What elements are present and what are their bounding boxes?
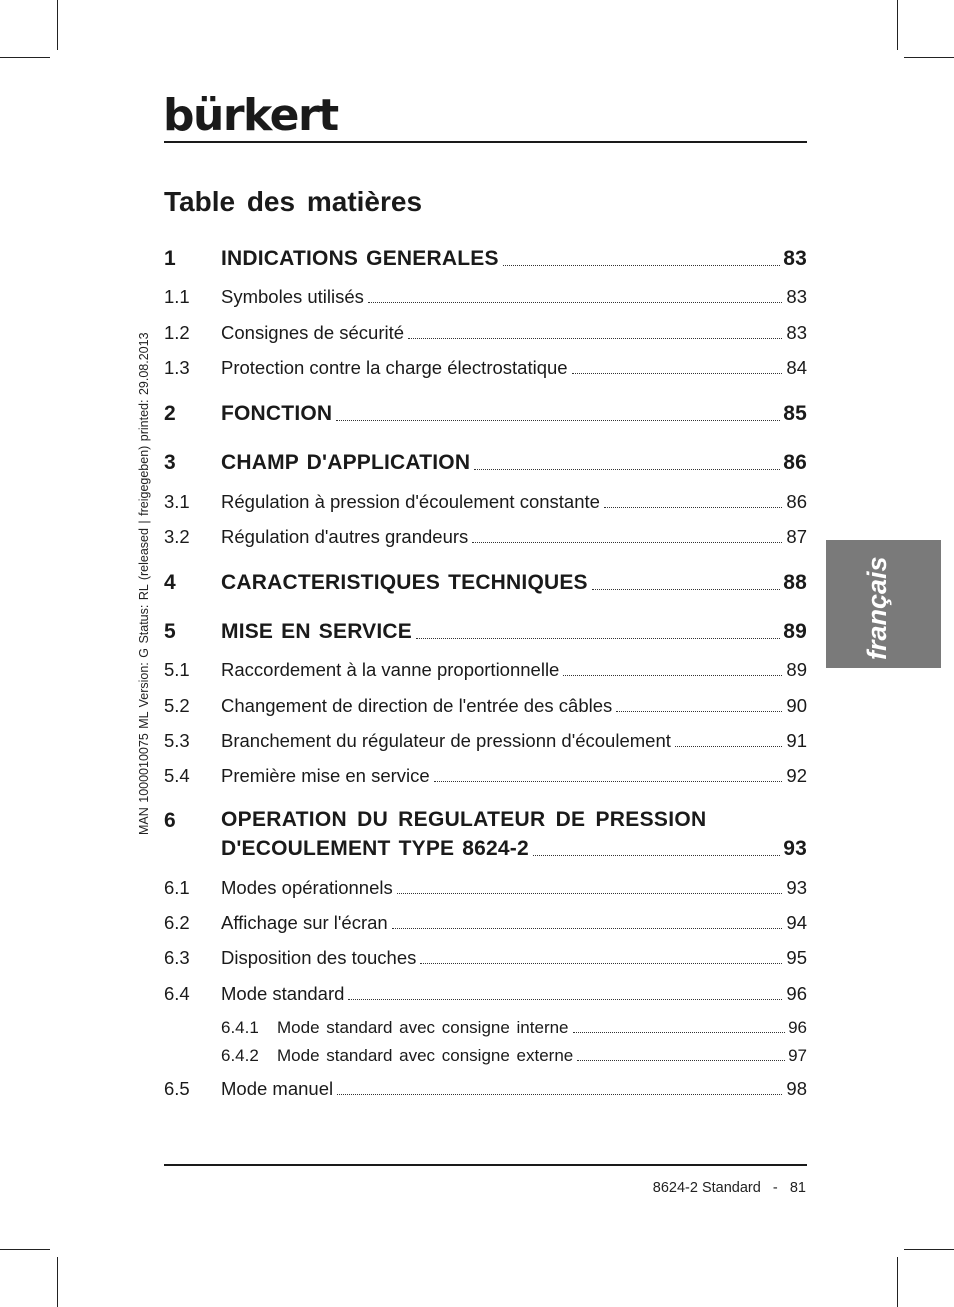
toc-entry-page: 84 — [786, 357, 807, 378]
toc-entry-page: 97 — [788, 1046, 807, 1065]
dot-leader — [472, 542, 782, 543]
dot-leader — [675, 746, 782, 747]
toc-entry-title: Mode standard avec consigne externe — [277, 1046, 574, 1065]
toc-entry-title: Branchement du régulateur de pressionn d'écoulement — [221, 730, 671, 751]
dot-leader — [368, 302, 782, 303]
dot-leader — [604, 507, 782, 508]
crop-mark — [57, 1257, 58, 1307]
toc-entry-page: 94 — [786, 912, 807, 933]
dot-leader — [392, 928, 782, 929]
dot-leader — [572, 373, 782, 374]
dot-leader — [474, 469, 780, 470]
dot-leader — [348, 999, 782, 1000]
dot-leader — [616, 711, 782, 712]
toc-entry-title: Mode standard avec consigne interne — [277, 1018, 569, 1037]
toc-entry[interactable] — [164, 282, 807, 308]
toc-entry[interactable] — [164, 943, 807, 969]
footer-separator: - — [772, 1180, 778, 1196]
toc-entry[interactable] — [164, 245, 807, 271]
toc-entry-page: 96 — [786, 983, 807, 1004]
toc-entry-title: Régulation d'autres grandeurs — [221, 526, 469, 547]
toc-entry[interactable] — [164, 618, 807, 644]
toc-entry-number: 6.3 — [164, 947, 190, 968]
dot-leader — [503, 265, 780, 266]
toc-entry[interactable] — [164, 487, 807, 513]
toc-entry-number: 5.3 — [164, 730, 190, 751]
brand-logo: bürkert — [163, 90, 338, 141]
toc-entry-title: Régulation à pression d'écoulement constante — [221, 491, 600, 512]
toc-entry[interactable] — [164, 835, 807, 861]
toc-entry-number: 1.3 — [164, 357, 190, 378]
toc-entry[interactable] — [164, 726, 807, 752]
toc-entry[interactable] — [164, 979, 807, 1005]
dot-leader — [434, 781, 782, 782]
toc-entry[interactable] — [164, 449, 807, 475]
toc-entry-page: 89 — [786, 659, 807, 680]
toc-entry-title: MISE EN SERVICE — [221, 620, 412, 643]
toc-entry-number: 5.1 — [164, 659, 190, 680]
toc-entry-page: 86 — [786, 491, 807, 512]
dot-leader — [336, 420, 780, 421]
toc-entry-title: Affichage sur l'écran — [221, 912, 388, 933]
toc-entry[interactable] — [164, 353, 807, 379]
toc-entry-number: 5.4 — [164, 765, 190, 786]
dot-leader — [408, 338, 782, 339]
toc-entry-title: Mode standard — [221, 983, 345, 1004]
toc-entry-page: 98 — [786, 1078, 807, 1099]
toc-entry-title: Changement de direction de l'entrée des câbles — [221, 695, 613, 716]
crop-mark — [897, 0, 898, 50]
toc-entry[interactable] — [164, 318, 807, 344]
dot-leader — [573, 1032, 786, 1033]
toc-entry-page: 89 — [783, 620, 807, 643]
toc-entry-number: 3.1 — [164, 491, 190, 512]
page-title: Table des matières — [164, 186, 423, 217]
toc-entry-title: Modes opérationnels — [221, 877, 393, 898]
toc-entry-page: 86 — [783, 451, 807, 474]
toc-entry-number: 6.4 — [164, 983, 190, 1004]
footer-rule — [164, 1164, 807, 1166]
toc-entry[interactable] — [164, 400, 807, 426]
toc-entry[interactable] — [164, 761, 807, 787]
crop-mark — [0, 57, 50, 58]
toc-entry-number: 6.4.1 — [221, 1018, 259, 1037]
toc-entry-number: 1.1 — [164, 286, 190, 307]
toc-entry-page: 91 — [786, 730, 807, 751]
toc-entry-title: D'ECOULEMENT TYPE 8624-2 — [221, 837, 529, 860]
toc-entry-page: 92 — [786, 765, 807, 786]
toc-entry[interactable] — [164, 809, 807, 835]
toc-entry-title: Raccordement à la vanne proportionnelle — [221, 659, 560, 680]
toc-entry[interactable] — [164, 908, 807, 934]
toc-entry-number: 3.2 — [164, 526, 190, 547]
toc-entry-page: 95 — [786, 947, 807, 968]
toc-entry-number: 1.2 — [164, 322, 190, 343]
toc-entry-number: 2 — [164, 402, 176, 425]
toc-entry[interactable] — [164, 655, 807, 681]
toc-entry-number: 3 — [164, 451, 176, 474]
dot-leader — [592, 589, 780, 590]
toc-entry-page: 83 — [786, 286, 807, 307]
toc-entry-number: 6.2 — [164, 912, 190, 933]
dot-leader — [533, 855, 780, 856]
dot-leader — [577, 1060, 785, 1061]
dot-leader — [397, 893, 782, 894]
toc-entry[interactable] — [164, 873, 807, 899]
toc-entry-page: 93 — [783, 837, 807, 860]
crop-mark — [57, 0, 58, 50]
toc-entry-page: 85 — [783, 402, 807, 425]
toc-entry-page: 83 — [786, 322, 807, 343]
header-rule — [164, 141, 807, 143]
toc-entry-title: CHAMP D'APPLICATION — [221, 451, 471, 474]
toc-entry-title: Première mise en service — [221, 765, 430, 786]
toc-entry-number: 4 — [164, 571, 176, 594]
dot-leader — [563, 675, 782, 676]
toc-entry-title: Consignes de sécurité — [221, 322, 405, 343]
toc-entry-title: FONCTION — [221, 402, 333, 425]
page-footer — [653, 1180, 806, 1196]
crop-mark — [0, 1249, 50, 1250]
crop-mark — [904, 1249, 954, 1250]
crop-mark — [904, 57, 954, 58]
toc-entry-number: 6.1 — [164, 877, 190, 898]
toc-entry-number: 5 — [164, 620, 176, 643]
toc-entry-title: CARACTERISTIQUES TECHNIQUES — [221, 571, 588, 594]
footer-doc-name: 8624-2 Standard — [652, 1180, 761, 1196]
footer-page-number: 81 — [789, 1180, 806, 1196]
dot-leader — [420, 963, 782, 964]
toc-entry-number: 6 — [164, 809, 176, 832]
toc-entry-number: 6.5 — [164, 1078, 190, 1099]
toc-entry[interactable] — [164, 1074, 807, 1100]
dot-leader — [416, 638, 780, 639]
toc-entry[interactable] — [164, 691, 807, 717]
dot-leader — [337, 1094, 782, 1095]
toc-entry-title-line1[interactable]: OPERATION DU REGULATEUR DE PRESSION — [221, 808, 707, 831]
toc-entry[interactable] — [164, 1040, 807, 1066]
document-status-note: MAN 1000010075 ML Version: G Status: RL (released | freigegeben) printed: 29.08.2013 — [137, 332, 151, 835]
toc-entry-title: Protection contre la charge électrostatique — [221, 357, 568, 378]
crop-mark — [897, 1257, 898, 1307]
toc-entry-title: Disposition des touches — [221, 947, 417, 968]
toc-entry-title: Symboles utilisés — [221, 286, 364, 307]
toc-entry-title: INDICATIONS GENERALES — [221, 247, 499, 270]
toc-entry[interactable] — [164, 569, 807, 595]
toc-entry-page: 83 — [783, 247, 807, 270]
toc-entry[interactable] — [164, 522, 807, 548]
toc-entry-title: Mode manuel — [221, 1078, 334, 1099]
toc-entry-number: 6.4.2 — [221, 1046, 259, 1065]
toc-entry-page: 87 — [786, 526, 807, 547]
language-tab-label: français — [862, 556, 892, 660]
toc-entry-page: 96 — [788, 1018, 807, 1037]
toc-entry-page: 88 — [783, 571, 807, 594]
toc-entry-page: 90 — [786, 695, 807, 716]
toc-entry-page: 93 — [786, 877, 807, 898]
toc-entry-number: 1 — [164, 247, 176, 270]
toc-entry-number: 5.2 — [164, 695, 190, 716]
toc-entry[interactable] — [164, 1012, 807, 1038]
